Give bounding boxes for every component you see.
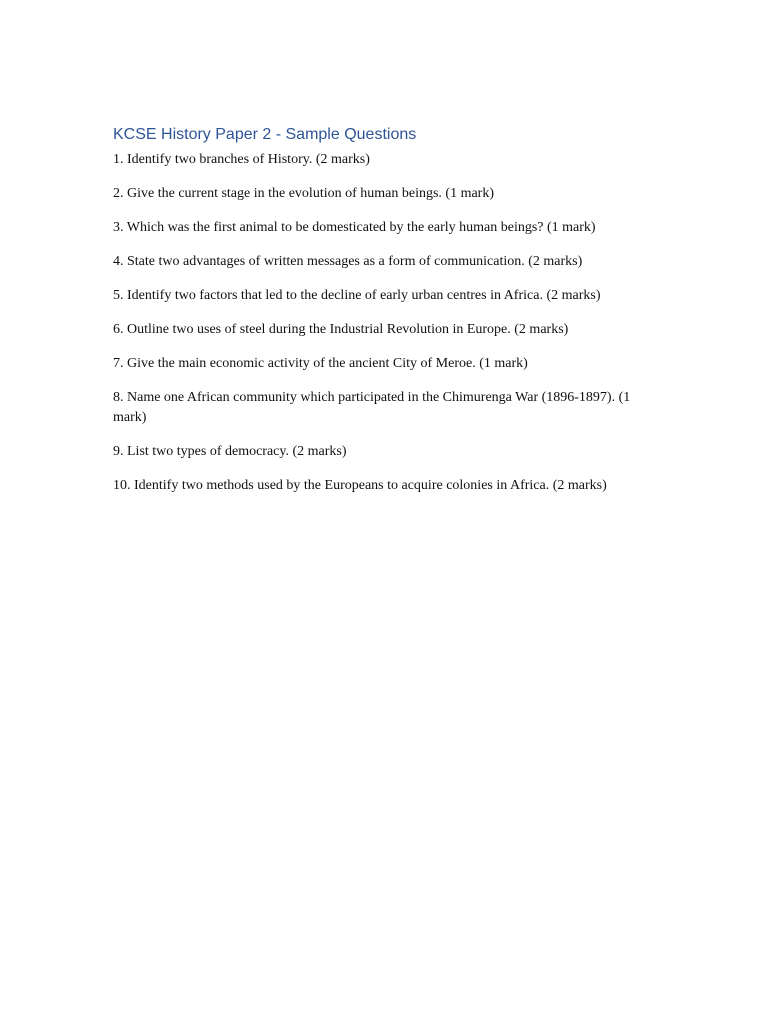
question-9: 9. List two types of democracy. (2 marks) <box>113 444 347 459</box>
question-1: 1. Identify two branches of History. (2 marks) <box>113 152 370 167</box>
question-5: 5. Identify two factors that led to the decline of early urban centres in Africa. (2 marks) <box>113 288 601 303</box>
document-body <box>113 124 658 510</box>
question-7: 7. Give the main economic activity of the ancient City of Meroe. (1 mark) <box>113 356 528 371</box>
question-8: 8. Name one African community which participated in the Chimurenga War (1896-1897). (1 mark) <box>113 390 631 425</box>
document-title: KCSE History Paper 2 - Sample Questions <box>113 126 417 143</box>
question-4: 4. State two advantages of written messages as a form of communication. (2 marks) <box>113 254 583 269</box>
question-6: 6. Outline two uses of steel during the Industrial Revolution in Europe. (2 marks) <box>113 322 569 337</box>
question-10: 10. Identify two methods used by the Europeans to acquire colonies in Africa. (2 marks) <box>113 478 607 493</box>
question-3: 3. Which was the first animal to be domesticated by the early human beings? (1 mark) <box>113 220 596 235</box>
question-list <box>113 150 658 496</box>
question-2: 2. Give the current stage in the evolution of human beings. (1 mark) <box>113 186 495 201</box>
